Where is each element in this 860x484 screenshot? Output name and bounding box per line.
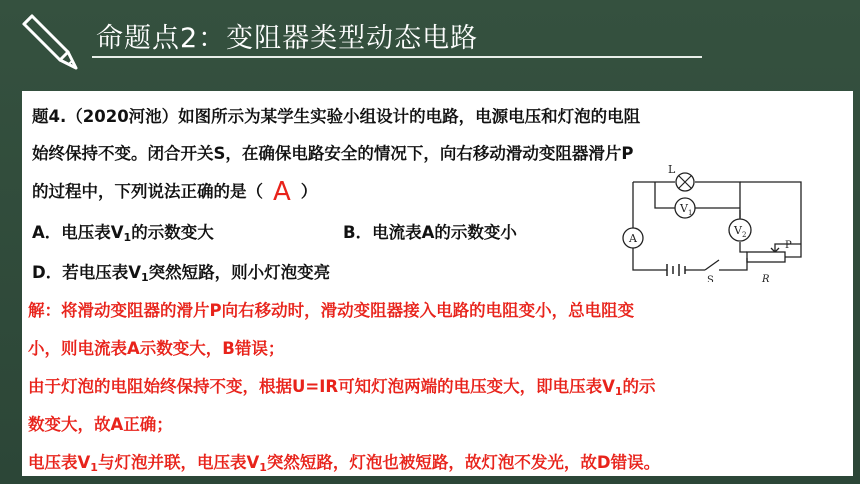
- answer-letter: A: [273, 177, 291, 207]
- title-underline: [92, 56, 702, 58]
- option-d: [32, 259, 330, 284]
- lamp-label: L: [668, 163, 676, 176]
- solution-line-2: 小，则电流表A示数变大，B错误；: [28, 339, 285, 358]
- option-a-text-end: 的示数变大: [131, 223, 214, 242]
- question-line-3: [32, 177, 317, 207]
- question-line-3-text: 的过程中，下列说法正确的是（: [32, 182, 263, 201]
- solution-line-3-subscript: 1: [614, 385, 623, 398]
- option-b: B．电流表A的示数变小: [343, 223, 517, 242]
- solution-line-5-c: 突然短路，灯泡也被短路，故灯泡不发光，故D错误。: [266, 453, 661, 472]
- solution-line-3-end: 的示: [622, 377, 656, 396]
- solution-line-5-sub2: 1: [259, 461, 267, 474]
- solution-line-4: 数变大，故A正确；: [28, 415, 173, 434]
- v1-subscript: 1: [688, 209, 693, 217]
- solution-line-5-sub1: 1: [90, 461, 98, 474]
- slider-label: P: [785, 240, 792, 251]
- option-a-subscript: 1: [123, 231, 132, 244]
- solution-line-5-b: 与灯泡并联，电压表V: [97, 453, 260, 472]
- content-panel: [22, 91, 853, 476]
- slide-header: [0, 0, 860, 82]
- v2-subscript: 2: [742, 231, 747, 239]
- switch-label: S: [707, 275, 714, 282]
- question-line-1: 题4.（2020河池）如图所示为某学生实验小组设计的电路，电源电压和灯泡的电阻: [32, 107, 641, 126]
- v2-label: V: [734, 224, 742, 237]
- option-a: [32, 219, 214, 244]
- question-line-3-close: ）: [300, 182, 318, 201]
- solution-line-5-a: 电压表V: [28, 453, 91, 472]
- question-line-2: 始终保持不变。闭合开关S，在确保电路安全的情况下，向右移动滑动变阻器滑片P: [32, 144, 634, 163]
- solution-line-5: [28, 449, 660, 474]
- v1-label: V: [680, 202, 688, 215]
- rheostat-label: R: [762, 274, 770, 282]
- pencil-icon: [18, 6, 88, 76]
- ammeter-label: A: [629, 232, 637, 245]
- circuit-diagram: [615, 160, 810, 282]
- solution-line-1: 解：将滑动变阻器的滑片P向右移动时，滑动变阻器接入电路的电阻变小，总电阻变: [28, 301, 635, 320]
- solution-line-3: [28, 373, 656, 398]
- option-d-subscript: 1: [140, 271, 149, 284]
- option-d-text-end: 突然短路，则小灯泡变亮: [148, 263, 331, 282]
- slide-title: 命题点2：变阻器类型动态电路: [96, 23, 479, 54]
- option-a-text: A．电压表V: [32, 223, 124, 242]
- option-d-text: D．若电压表V: [32, 263, 141, 282]
- solution-line-3-text: 由于灯泡的电阻始终保持不变，根据U=IR可知灯泡两端的电压变大，即电压表V: [28, 377, 615, 396]
